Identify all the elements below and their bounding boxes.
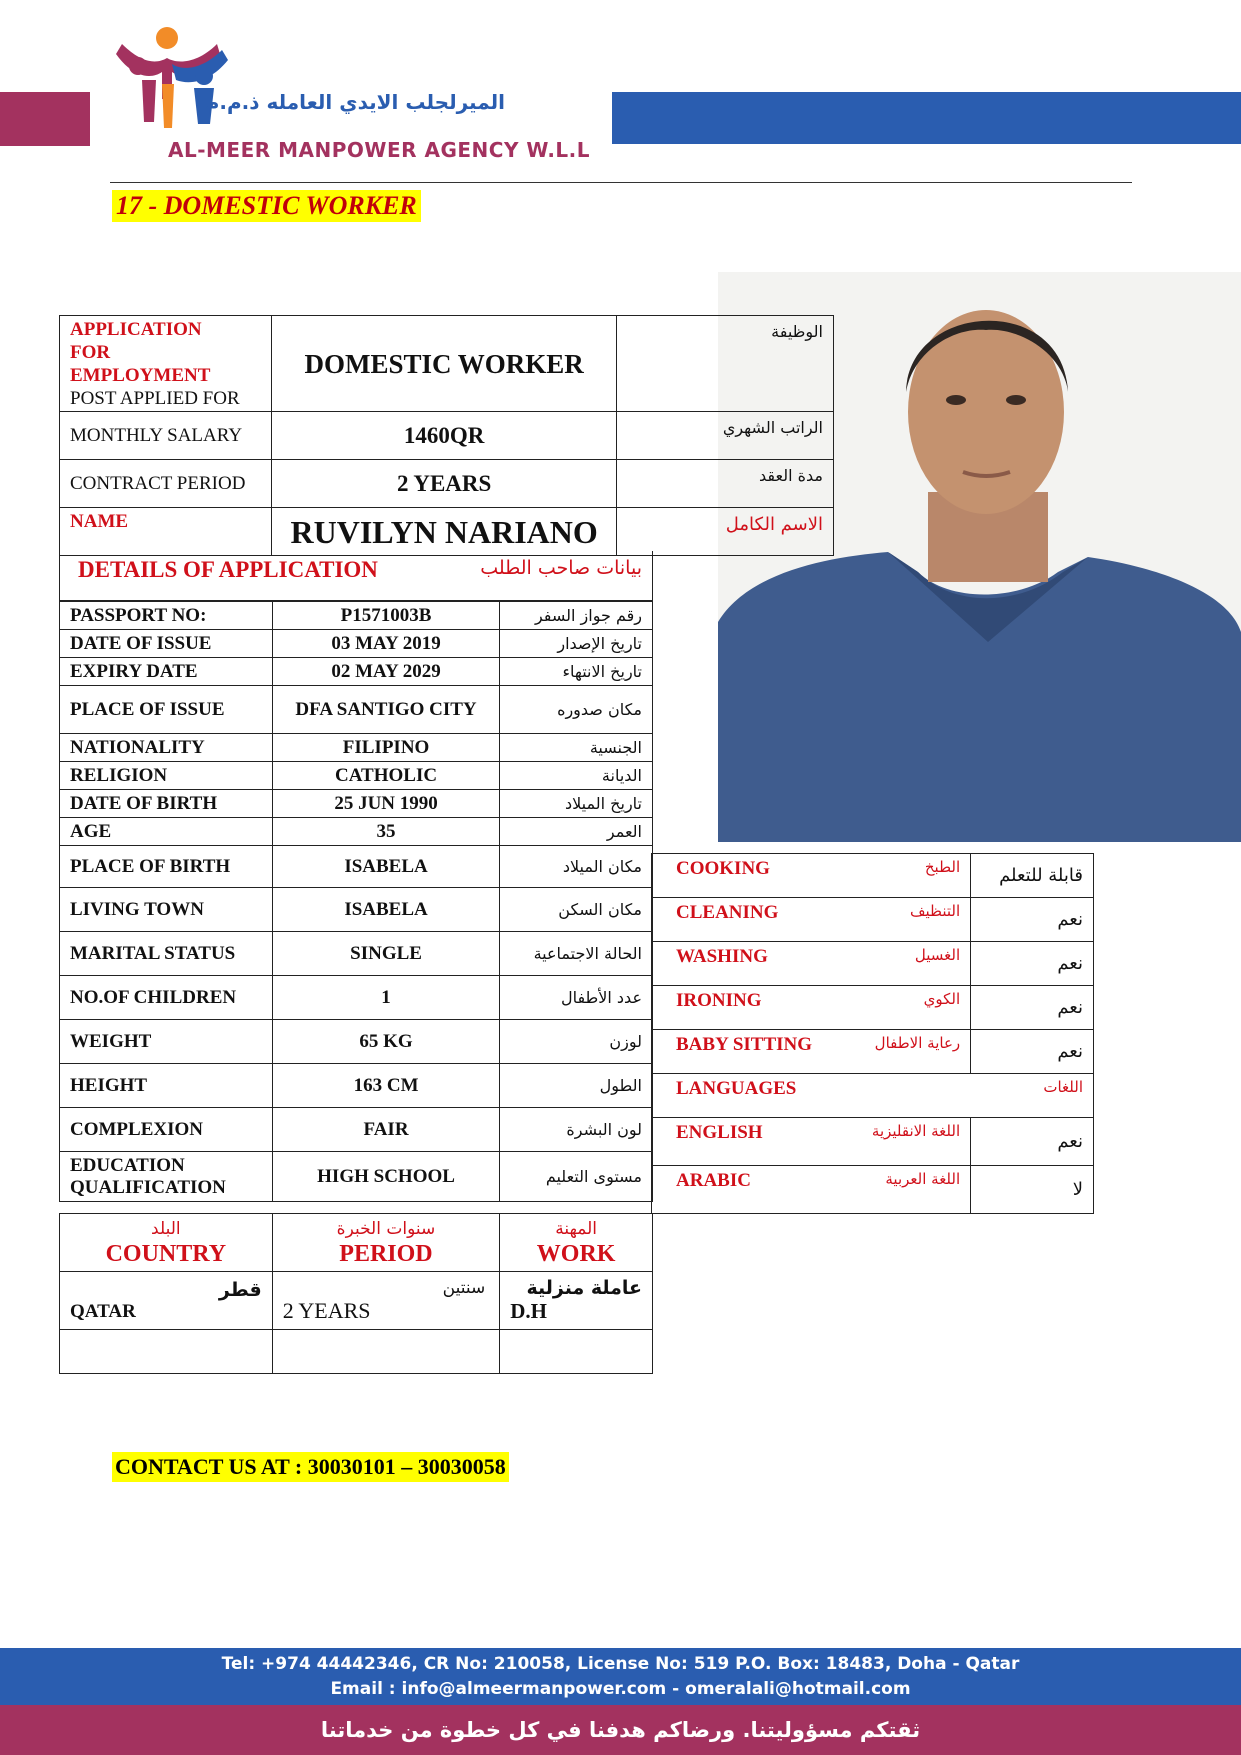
details-label-arabic: الديانة [500, 762, 653, 790]
details-label-arabic: مكان الميلاد [500, 846, 653, 888]
footer-slogan: ثقتكم مسؤوليتنا. ورضاكم هدفنا في كل خطوة من خدماتنا [0, 1705, 1241, 1755]
details-row [60, 686, 653, 734]
details-row [60, 790, 653, 818]
skill-label: WASHING [676, 946, 768, 967]
language-row [652, 1118, 1094, 1166]
skill-label-arabic: الغسيل [914, 946, 961, 964]
details-value: FAIR [272, 1108, 499, 1152]
details-value: ISABELA [272, 888, 499, 932]
details-value: P1571003B [272, 602, 499, 630]
details-row [60, 1020, 653, 1064]
details-label: RELIGION [60, 762, 273, 790]
name-label: NAME [60, 508, 272, 556]
skill-label: BABY SITTING [676, 1034, 813, 1055]
skill-label-arabic: اللغة الانقليزية [871, 1122, 961, 1140]
name-value: RUVILYN NARIANO [271, 508, 616, 556]
details-row [60, 630, 653, 658]
salary-value: 1460QR [271, 412, 616, 460]
skill-answer: نعم [971, 986, 1094, 1030]
details-label-arabic: مكان السكن [500, 888, 653, 932]
experience-work: عاملة منزلية D.H [500, 1272, 653, 1330]
details-label-arabic: الطول [500, 1064, 653, 1108]
skill-row [652, 898, 1094, 942]
details-value: CATHOLIC [272, 762, 499, 790]
post-label-arabic: الوظيفة [617, 316, 834, 412]
details-label: LIVING TOWN [60, 888, 273, 932]
details-label: WEIGHT [60, 1020, 273, 1064]
post-applied-label: POST APPLIED FOR [70, 387, 240, 409]
skill-label-arabic: الكوي [923, 990, 961, 1008]
details-label-arabic: الحالة الاجتماعية [500, 932, 653, 976]
skill-answer: نعم [971, 942, 1094, 986]
experience-row-empty [60, 1330, 653, 1374]
skill-label: ARABIC [676, 1170, 751, 1191]
skill-label: CLEANING [676, 902, 779, 923]
contract-label-arabic: مدة العقد [617, 460, 834, 508]
details-label: DATE OF ISSUE [60, 630, 273, 658]
skill-label-arabic: الطبخ [924, 858, 961, 876]
details-value: ISABELA [272, 846, 499, 888]
contact-line: CONTACT US AT : 30030101 – 30030058 [112, 1452, 509, 1482]
agency-name-arabic: الميرلجلب الايدي العامله ذ.م.م [204, 90, 505, 114]
details-row [60, 846, 653, 888]
experience-country: قطر QATAR [60, 1272, 273, 1330]
skill-label: ENGLISH [676, 1122, 763, 1143]
details-row [60, 762, 653, 790]
skill-label: COOKING [676, 858, 770, 879]
application-table [59, 315, 834, 556]
contract-value: 2 YEARS [271, 460, 616, 508]
details-label: EDUCATION QUALIFICATION [60, 1152, 273, 1202]
details-value: 65 KG [272, 1020, 499, 1064]
details-value: 35 [272, 818, 499, 846]
details-label: NATIONALITY [60, 734, 273, 762]
period-header: سنوات الخبرة PERIOD [272, 1214, 500, 1272]
details-value: FILIPINO [272, 734, 499, 762]
details-table [59, 601, 653, 1202]
details-label-arabic: رقم جواز السفر [500, 602, 653, 630]
salary-label: MONTHLY SALARY [60, 412, 272, 460]
experience-table [59, 1213, 653, 1374]
salary-label-arabic: الراتب الشهري [617, 412, 834, 460]
skill-answer: لا [971, 1166, 1094, 1214]
country-header: البلد COUNTRY [60, 1214, 273, 1272]
details-label: NO.OF CHILDREN [60, 976, 273, 1020]
language-row [652, 1166, 1094, 1214]
details-label: MARITAL STATUS [60, 932, 273, 976]
skill-answer: نعم [971, 1118, 1094, 1166]
details-row [60, 888, 653, 932]
footer-line-2: Email : info@almeermanpower.com - omeralali@hotmail.com [330, 1679, 911, 1699]
details-label-arabic: مستوى التعليم [500, 1152, 653, 1202]
details-row [60, 602, 653, 630]
agency-name-english: AL-MEER MANPOWER AGENCY W.L.L [168, 138, 591, 162]
details-label-arabic: مكان صدوره [500, 686, 653, 734]
skill-answer: قابلة للتعلم [971, 854, 1094, 898]
details-value: DFA SANTIGO CITY [272, 686, 499, 734]
languages-header-row [652, 1074, 1094, 1118]
details-label-arabic: العمر [500, 818, 653, 846]
details-value: 02 MAY 2029 [272, 658, 499, 686]
skill-label: IRONING [676, 990, 762, 1011]
skill-label: LANGUAGES [676, 1078, 797, 1099]
details-label: AGE [60, 818, 273, 846]
details-row [60, 658, 653, 686]
skill-answer: نعم [971, 1030, 1094, 1074]
skill-row [652, 986, 1094, 1030]
details-label-arabic: تاريخ الميلاد [500, 790, 653, 818]
details-label-arabic: عدد الأطفال [500, 976, 653, 1020]
details-row [60, 1108, 653, 1152]
details-row [60, 976, 653, 1020]
header-bar-left [0, 92, 90, 146]
details-value: 03 MAY 2019 [272, 630, 499, 658]
details-value: SINGLE [272, 932, 499, 976]
details-value: 163 CM [272, 1064, 499, 1108]
skill-answer: نعم [971, 898, 1094, 942]
details-label: DATE OF BIRTH [60, 790, 273, 818]
skill-row [652, 942, 1094, 986]
details-label-arabic: تاريخ الإصدار [500, 630, 653, 658]
post-value: DOMESTIC WORKER [271, 316, 616, 412]
details-row [60, 932, 653, 976]
details-value: 1 [272, 976, 499, 1020]
skill-row [652, 1030, 1094, 1074]
post-label-cell [60, 316, 272, 412]
details-label-arabic: لون البشرة [500, 1108, 653, 1152]
skill-row [652, 854, 1094, 898]
skill-label-arabic: اللغة العربية [885, 1170, 961, 1188]
details-row [60, 1152, 653, 1202]
header-divider [110, 182, 1132, 183]
skill-label-arabic: اللغات [1043, 1078, 1083, 1096]
details-heading-en: DETAILS OF APPLICATION [78, 557, 378, 582]
document-title: 17 - DOMESTIC WORKER [112, 190, 421, 222]
footer-contact [0, 1648, 1241, 1705]
details-label: PLACE OF ISSUE [60, 686, 273, 734]
application-label: APPLICATION FOR EMPLOYMENT [70, 318, 211, 386]
work-header: المهنة WORK [500, 1214, 653, 1272]
details-heading [59, 551, 653, 601]
skill-label-arabic: رعاية الاطفال [874, 1034, 961, 1052]
details-label: PLACE OF BIRTH [60, 846, 273, 888]
details-heading-ar: بيانات صاحب الطلب [480, 557, 642, 579]
details-label: COMPLEXION [60, 1108, 273, 1152]
details-label-arabic: لوزن [500, 1020, 653, 1064]
skills-table [651, 853, 1094, 1214]
details-label: HEIGHT [60, 1064, 273, 1108]
experience-period: سنتين 2 YEARS [272, 1272, 500, 1330]
experience-row [60, 1272, 653, 1330]
details-label-arabic: الجنسية [500, 734, 653, 762]
details-label-arabic: تاريخ الانتهاء [500, 658, 653, 686]
name-label-arabic: الاسم الكامل [617, 508, 834, 556]
details-row [60, 734, 653, 762]
skill-label-arabic: التنظيف [909, 902, 961, 920]
agency-logo-icon [112, 24, 242, 134]
contract-label: CONTRACT PERIOD [60, 460, 272, 508]
header-bar-right [612, 92, 1241, 144]
details-value: 25 JUN 1990 [272, 790, 499, 818]
footer-line-1: Tel: +974 44442346, CR No: 210058, License No: 519 P.O. Box: 18483, Doha - Qatar [221, 1654, 1020, 1674]
details-label: EXPIRY DATE [60, 658, 273, 686]
details-value: HIGH SCHOOL [272, 1152, 499, 1202]
details-row [60, 1064, 653, 1108]
details-label: PASSPORT NO: [60, 602, 273, 630]
details-row [60, 818, 653, 846]
